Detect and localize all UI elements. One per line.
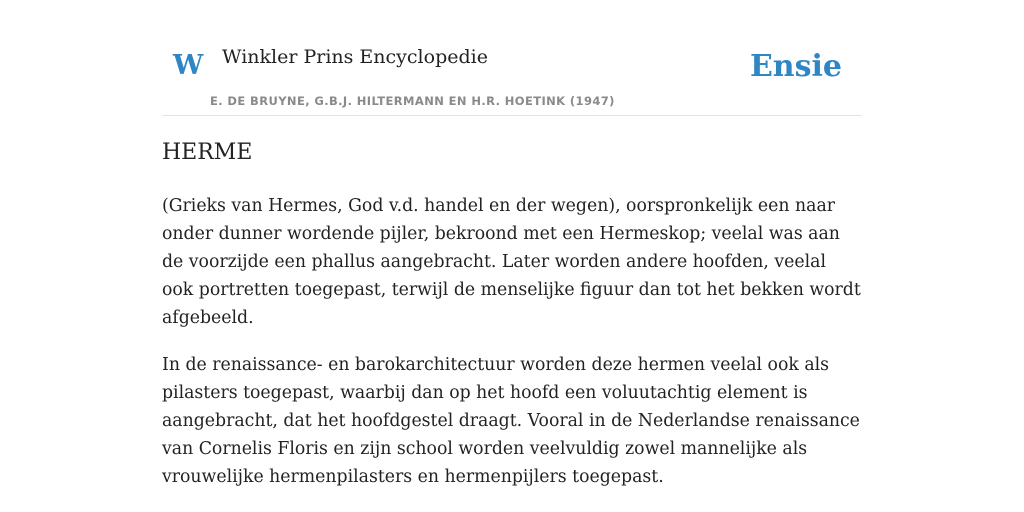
publication-header	[162, 38, 862, 116]
article-paragraph-2: In de renaissance- en barokarchitectuur worden deze hermen veelal ook als pilasters toegepast, waarbij dan op het hoofd een voluutachtig element is aangebracht, dat het hoofdgestel draagt. Vooral in de Nederlandse renaissance van Cornelis Floris en zijn school worden veelvuldig zowel mannelijke als vrouwelijke hermenpilasters en hermenpijlers toegepast.	[162, 355, 860, 487]
publication-title[interactable]: Winkler Prins Encyclopedie	[222, 46, 488, 68]
ensie-brand-logo[interactable]: Ensie	[749, 49, 842, 84]
publication-logo[interactable]: W	[173, 50, 204, 81]
article-body	[162, 192, 862, 510]
publication-authors: E. DE BRUYNE, G.B.J. HILTERMANN EN H.R. HOETINK (1947)	[210, 94, 615, 108]
article-paragraph-1: (Grieks van Hermes, God v.d. handel en der wegen), oorspronkelijk een naar onder dunner wordende pijler, bekroond met een Hermeskop; veelal was aan de voorzijde een phallus aangebracht. Later worden andere hoofden, veelal ook portretten toegepast, terwijl de menselijke figuur dan tot het bekken wordt afgebeeld.	[162, 196, 861, 328]
article-title: HERME	[162, 140, 253, 165]
